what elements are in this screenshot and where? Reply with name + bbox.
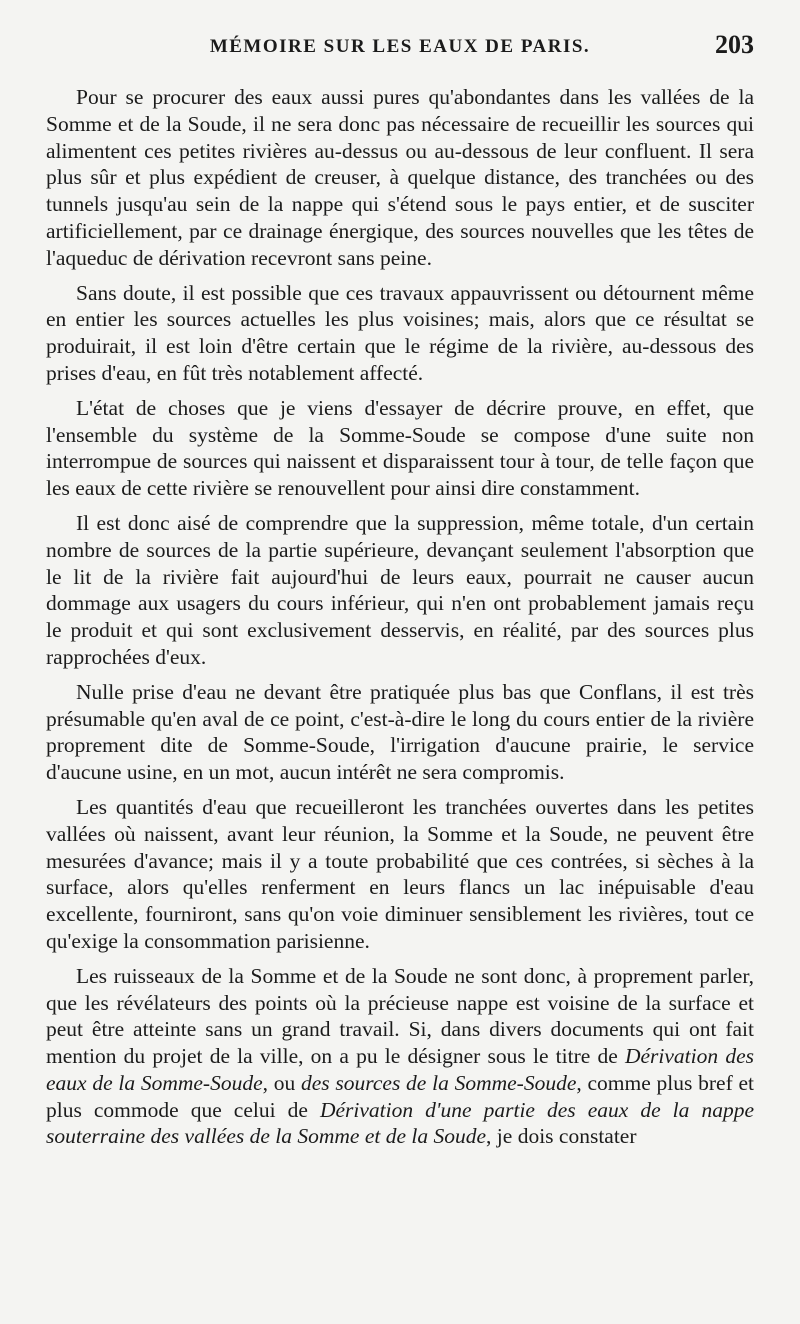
paragraph [46,963,754,1151]
running-title: MÉMOIRE SUR LES EAUX DE PARIS. [209,36,591,57]
italic-text-segment: Dérivation d'une partie des eaux de la nappe souterraine des vallées de la Somme et de la Soude [46,1097,754,1149]
text-segment: L'état de choses que je viens d'essayer de décrire prouve, en effet, que l'ensemble du système de la Somme-Soude se compose d'une suite non interrompue de sources qui naissent et disparaissent tour à tour, de telle façon que les eaux de cette rivière se renouvellent pour ainsi dire constamment. [46,395,754,501]
text-segment: , je dois constater [486,1124,637,1149]
text-segment: Pour se procurer des eaux aussi pures qu'abondantes dans les vallées de la Somme et de la Soude, il ne sera donc pas nécessaire de recueillir les sources qui alimentent ces petites rivières au-dessus ou au-dessous de leur confluent. Il sera plus sûr et plus expédient de creuser, à quelque distance, des tranchées ou des tunnels jusqu'au sein de la nappe qui s'étend sous le pays entier, et de susciter artificiellement, par ce drainage énergique, des sources nouvelles que les têtes de l'aqueduc de dérivation recevront sans peine. [46,85,754,270]
italic-text-segment: Dérivation des eaux de la Somme-Soude [46,1044,754,1095]
text-segment: Nulle prise d'eau ne devant être pratiquée plus bas que Conflans, il est très présumable qu'en aval de ce point, c'est-à-dire le long du cours entier de la rivière proprement dite de Somme-Soude, l'irrigation d'aucune prairie, le service d'aucune usine, en un mot, aucun intérêt ne sera compromis. [46,679,754,785]
text-segment: Les quantités d'eau que recueilleront les tranchées ouvertes dans les petites vallées où naissent, avant leur réunion, la Somme et la Soude, ne peuvent être mesurées d'avance; mais il y a toute probabilité que ces contrées, si sèches à la surface, alors qu'elles renferment en leurs flancs un lac inépuisable d'eau excellente, fourniront, sans qu'on voie diminuer sensiblement les rivières, tout ce qu'exige la consommation parisienne. [46,794,754,953]
text-segment: Il est donc aisé de comprendre que la suppression, même totale, d'un certain nombre de sources de la partie supérieure, devançant seulement l'absorption que le lit de la rivière fait aujourd'hui de leurs eaux, pourrait ne causer aucun dommage aux usagers du cours inférieur, qui n'en ont probablement jamais reçu le produit et qui sont exclusivement desservis, en réalité, par des sources plus rapprochées d'eux. [46,510,754,669]
text-segment: , comme plus bref et plus commode que celui de [46,1070,754,1122]
paragraph [46,280,754,387]
italic-text-segment: des sources de la Somme-Soude [301,1070,577,1095]
paragraph [46,794,754,955]
page-header [46,30,754,66]
page-number: 203 [715,30,754,59]
text-segment: Les ruisseaux de la Somme et de la Soude ne sont donc, à proprement parler, que les révélateurs des points où la précieuse nappe est voisine de la surface et peut être atteinte sans un grand travail. Si, dans divers documents qui ont fait mention du projet de la ville, on a pu le désigner sous le titre de [46,963,754,1069]
paragraph [46,510,754,671]
text-segment: , ou [262,1070,302,1095]
paragraph [46,395,754,502]
text-segment: Sans doute, il est possible que ces travaux appauvrissent ou détournent même en entier les sources actuelles les plus voisines; mais, alors que ce résultat se produirait, il est loin d'être certain que le régime de la rivière, au-dessous des prises d'eau, en fût très notablement affecté. [46,280,754,385]
paragraph [46,679,754,786]
body-text [46,84,754,1150]
paragraph [46,84,754,272]
